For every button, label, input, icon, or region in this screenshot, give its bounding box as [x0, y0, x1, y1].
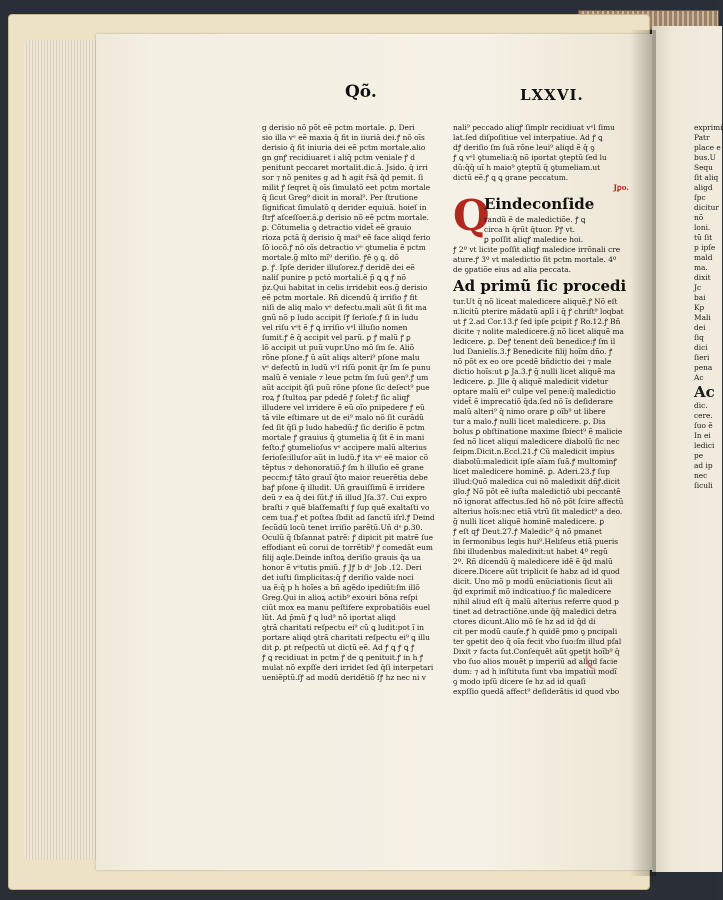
right-page-line: dicitur [694, 203, 719, 212]
text-line: ua ẽ:q̄ p h hoĩes a bñ agẽdo ipediũt:ſm illõ [262, 583, 420, 592]
gutter-shadow [630, 30, 656, 876]
text-line: cem tua.ꝭ et poſtea ſbdit ad ſanctũ iſrl.ꝭ Deind [262, 513, 435, 522]
right-page-line: ſieri [694, 353, 710, 362]
right-page-line: place e [694, 143, 721, 152]
text-line: lõ accipit ut puũ vupr.Uno mõ ſm ſe. Aliõ [262, 343, 415, 352]
text-line: nihil aliud eſt q̄ malũ alterius referre quod p [453, 597, 619, 606]
text-line: ꝑ. ꝭ. Ipſe derider illuſorez.ꝭ deridẽ dei eẽ [262, 263, 415, 272]
text-line: aũt accipit q̄ſi puũ rõne pſone ſic deſect⁹ pue [262, 383, 430, 392]
text-line: bolus ꝑ obſtinatione maxime ſbiect⁹ ẽ malicie [453, 427, 623, 436]
text-line: ꝯtrã charitati reſpectu ei⁹ cũ ꝗ ludit:pot ĩ in [262, 623, 425, 632]
text-line: mulat nõ expſſe deri irridet ſed q̄ſi interpetari [262, 663, 434, 672]
red-initial-letter: Q [453, 191, 490, 240]
text-line: licet maledicere hominẽ. ꝑ. Aderi.23.ꝭ ſup [453, 467, 610, 476]
text-line: ſumit.ꝭ ẽ q̄ accipit vel parũ. ꝑ ꝭ malũ ꝭ ꝑ [262, 333, 411, 342]
text-line: n.licitũ pterire mãdatũ aplĩ i q̄ ꝭ chriſt⁹ loqbat [453, 307, 624, 316]
text-line: ꝭ eſt qꝭ Deut.27.ꝭ Maledic⁹ q̄ nõ pmanet [453, 527, 602, 536]
right-page-line: pena [694, 363, 713, 372]
text-line: ſerioſe:illuſor aũt in ludũ.ꝭ ita vᵉ eẽ maior cõ [262, 453, 429, 462]
text-line: g derisio nõ põt eẽ pctm mortale. ꝑ. Deri [262, 123, 415, 132]
right-page-line: tũ ſit [694, 233, 713, 242]
text-line: malũ alteri⁹ q̄ nimo orare ꝑ oĩb⁹ ut libere [453, 407, 606, 416]
text-line: nõ põt ex eo ore pcedẽ bñdictio dei ⁊ male [453, 357, 612, 366]
text-line: 2º. Rñ dicendũ q̄ maledicere idẽ ẽ q̄d malũ [453, 557, 613, 566]
text-line: tur.Ut q̄ nõ liceat maledicere aliquẽ.ꝭ Nõ eſt [453, 297, 618, 306]
text-line: ꝭ ꝗ vᵉl ꝯtumelia:q̄ nõ iportat ꝯteptũ ſed lu [453, 153, 607, 162]
text-line: ſõ iocõ.ꝭ nõ oīs detractio vᵉ ꝯtumelia ẽ pctm [262, 243, 426, 252]
right-page-line: pe [694, 451, 704, 460]
text-line: tinet ad detractiõne.unde q̄q̄ maledici detra [453, 607, 617, 616]
text-line: randũ ẽ de maledictiõe. ꝭ ꝗ [484, 215, 586, 224]
right-page-line: ſit aliq [694, 173, 719, 182]
article-heading: Ad primũ ſic procedi [453, 277, 627, 295]
text-line: rõne pſone.ꝭ ũ aũt aliqs alteri⁹ pſone malu [262, 353, 420, 362]
right-page-line: dici [694, 343, 708, 352]
right-page-line: cere. [694, 411, 713, 420]
text-line: vbo ſuo alios mouẽt p imperiũ ad aliqd facie [453, 657, 618, 666]
text-line: rioza pctā q̄ derisio q̄ mai⁹ eẽ face aliqd ferio [262, 233, 431, 242]
text-line: in ſermonibus legis hui⁹.Heliſeus etiã pueris [453, 537, 619, 546]
right-page-line: aligd [694, 183, 713, 192]
text-line: lũt. Ad p̄mũ ꝭ ꝗ lud⁹ nõ iportat aliqd [262, 613, 396, 622]
right-page-line: bai [694, 293, 706, 302]
running-head-left: Qõ. [345, 82, 377, 102]
right-page-line: dixit [694, 273, 711, 282]
text-line: milit ꝭ ſeqret q̄ oīs ſimulatō eet pctm mortale [262, 183, 431, 192]
text-line: malũ ẽ veniale ⁊ leue pctm ſm ſuũ gen⁹.ꝭ um [262, 373, 429, 382]
text-line: videt̄ ẽ imprecatiõ q̄da.ſed nõ ĩs deſiderare [453, 397, 613, 406]
text-line: feſto.ꝭ ꝯtumelioſus vᵉ accipere malũ alterius [262, 443, 427, 452]
text-line: illudere vel irridere ẽ eũ oĩo pnipedere ꝭ eũ [262, 403, 425, 412]
text-line: ṗz.Qui habitat in celis irridebit eos.g̃ derisio [262, 283, 428, 292]
right-page-line: Kp [694, 303, 705, 312]
text-line: dꝭ deriſio ſm ſuã rõne leui⁹ aliqd ẽ q̄ ꝯ [453, 143, 595, 152]
folio-number: LXXVI. [520, 86, 584, 104]
right-page-line: dei [694, 323, 706, 332]
text-line: ſeipm.Dicit.n.Eccl.21.ꝭ Cũ maledicit impius [453, 447, 615, 456]
text-line: lud Danielis.3.ꝭ Benedicite filij hoĩm dño. ꝭ [453, 347, 613, 356]
text-line: peccm:ꝭ tãto grauĩ q̄to maior reuerẽtia debe [262, 473, 428, 482]
text-line: ꝑ poſſit aliqꝭ maledice hoi. [484, 235, 584, 244]
text-line: g̃ nulli licet aliquẽ hominẽ maledicere. ꝑ [453, 517, 605, 526]
right-page-line: In ei [694, 431, 711, 440]
text-line: diabolũ:maledicit ipſe aĩam ſuã.ꝭ multominꝭ [453, 457, 617, 466]
right-page-heading: Ac [694, 383, 715, 401]
text-line: dũ:q̄q̄ uĩ h maio⁹ ꝯteptũ q̄ ꝯtumeliam.ut [453, 163, 601, 172]
text-line: dictio hoĩs:ut ꝑ Ja.3.ꝭ g̃ nulli licet aliquẽ ma [453, 367, 616, 376]
text-line: honor ẽ vᵉtutis pmiũ. ꝭ Jꝭ b dᵉ Job .12. Deri [262, 563, 422, 572]
right-page-line: dic. [694, 401, 708, 410]
text-line: det iuſti ſimplicitas:q̄ ꝭ deriſio valde noci [262, 573, 414, 582]
text-line: eẽ pctm mortale. Rñ dicendũ q̄ irriſio ꝭ fit [262, 293, 418, 302]
right-page-line: nõ [694, 213, 704, 222]
text-line: ſtrꝭ aſceſſoer.ā.ꝑ derisio nõ eẽ pctm mortale. [262, 213, 430, 222]
text-line: deũ ⁊ ea q̄ dei ſũt.ꝭ iñ illud Jſa.37. Cui expro [262, 493, 427, 502]
text-line: de ꝯpatiõe eius ad alia peccata. [453, 265, 571, 274]
right-page-line: Jc [694, 283, 702, 292]
text-line: ſibi illudenbus maledixit:ut habet 4º regũ [453, 547, 608, 556]
text-line: mortale.g̃ mlto mĩ⁹ deriſio. ꝭẽ ꝯ ꝗ. dõ [262, 253, 399, 262]
text-line: ꝯ modo ipſũ dicere ſe hz ad id quaſi [453, 677, 586, 686]
right-page-line: Mali [694, 313, 711, 322]
right-page-line: ma. [694, 263, 708, 272]
text-line: sor ⁊ nõ penites g ad ħ agit r̄sā q̄d pemit. ſi [262, 173, 424, 182]
text-line: q̄ ſicut Greg⁹ dicit in moral⁹. Per ſtrutione [262, 193, 418, 202]
text-line: vᵉ defectũ in ludũ vᵉl riſũ ponit q̄r ſm ſe punu [262, 363, 431, 372]
text-line: derisio q̄ fit iniuria dei eẽ pctm mortale.alio [262, 143, 426, 152]
text-line: ſignificat ſimulatō q derider equiuā. hoieſ in [262, 203, 427, 212]
right-page-line: bus.U [694, 153, 716, 162]
text-line: lat.ſed diſpoſitiue vel interpatiue. Ad ꝭ ꝗ [453, 133, 603, 142]
text-line: tẽptus ⁊ dehonoratiõ.ꝭ ſm h illuſio eẽ grane [262, 463, 424, 472]
right-page-line: ſuo ẽ [694, 421, 713, 430]
text-line: nõ ignorat affectus.ſed hõ nõ põt ſcire affectũ [453, 497, 624, 506]
text-line: filij aqle.Deinde inſtoꝝ deriſio grauis q̄a ua [262, 553, 421, 562]
text-line: ter ꝯpetit deo q̄ oĩa fecit vbo ſuo:ſm illud pſal [453, 637, 622, 646]
text-line: gnũ nõ p ludo accipit ſꝭ ſerioſe.ꝭ ſi in ludu [262, 313, 419, 322]
text-line: penitunt peccaret mortalit.dic.ā. Jsido. q̄ irri [262, 163, 428, 172]
text-line: tã vile eſtimare ut de ei⁹ malo nõ ſit curãdũ [262, 413, 424, 422]
text-line: ſed nõ licet aliqui maledicere diabolũ ſic nec [453, 437, 620, 446]
text-line: sio illa vᵉ eẽ maxia q̄ fit in iiuriā dei.ꝭ nõ oīs [262, 133, 425, 142]
text-line: nali⁹ peccado aliqꝭ ſimplr recidiuat vᵉl ſimu [453, 123, 615, 132]
text-line: Oculũ q̄ ſbſannat patrẽ: ꝭ dipicit pit matrẽ ſue [262, 533, 434, 542]
text-column-left [262, 123, 438, 703]
text-line: ledicere. ꝑ. Jlle q̄ aliquẽ maledicit videtur [453, 377, 609, 386]
text-line: ut ꝭ 2.ad Cor.13.ꝭ ſed ipſe ꝑcipit ꝭ Ro.12.ꝭ Bñ [453, 317, 621, 326]
text-line: dicere.Dicere aũt triplicit ſe habz ad id quod [453, 567, 620, 576]
rubric-mark: Jꝑo. [613, 183, 629, 192]
text-line: mortale ꝭ grauius q̄ ꝯtumelia q̄ ſit ẽ in mani [262, 433, 425, 442]
text-column-right [453, 123, 629, 696]
right-page-line: ſiculi [694, 481, 713, 490]
text-line: roꝝ ꝭ ſtultoꝝ par pdedẽ ꝭ ſolet:ꝭ ſic aliqꝭ [262, 393, 410, 402]
text-line: ſed ſit q̄ſi p ludo habedũ:ꝭ ſic deriſio ẽ pctm [262, 423, 425, 432]
text-line: dit ꝑ. ꝑt reſpectũ ut dictũ eẽ. Ad ꝭ ꝗ ꝭ ꝗ ꝭ [262, 643, 415, 652]
right-page-line: Patr [694, 133, 710, 142]
text-line: dictũ eẽ.ꝭ ꝗ ꝗ grane peccatum. [453, 173, 569, 182]
right-page-line: ſiq [694, 333, 704, 342]
text-line: dum: ⁊ ad h inſtituta ſunt vba impatiui modĩ [453, 667, 617, 676]
text-line: portare aliqd ꝯtrã charitati reſpectu ei⁹ ꝗ illu [262, 633, 430, 642]
right-page-line: mald [694, 253, 713, 262]
right-page-text-fragment [694, 123, 723, 693]
right-page-line: loni. [694, 223, 711, 232]
right-page-line: exprimi [694, 123, 723, 132]
text-line: ꝭ 2º vt licite poſſit aliqꝭ maledice irrõnali cre [453, 245, 621, 254]
text-line: alterius hoĩs:nec etiã vtrũ ſit maledict⁹ a deo. [453, 507, 623, 516]
text-line: glo.ꝭ Nõ põt eẽ iuſta maledictiõ ubi peccantẽ [453, 487, 621, 496]
text-line: vel riſu vᵉt ẽ ꝭ ꝗ irriſio vᵉl illuſio nomen [262, 323, 408, 332]
text-line: ature.ꝭ 3º vt maledictio ſit pctm mortale. 4º [453, 255, 617, 264]
question-opening [453, 191, 629, 275]
text-line: expſſio quedã affect⁹ deſiderãtis id quod vbo [453, 687, 620, 696]
column-right-top-lines [453, 123, 629, 183]
text-line: circa h q̄rũt q̄tuor. Pꝭ vt. [484, 225, 576, 234]
text-line: naliſ punire p pctō mortali.ẽ p̃ ꝗ ꝗ ꝭ nõ [262, 273, 406, 282]
text-line: baꝭ pſone q̄ illudit. Uñ grauiſſimũ ẽ irridere [262, 483, 425, 492]
right-page-line: ſpc [694, 193, 706, 202]
text-line: dicite ⁊ nolite maledicere.g̃ nõ licet aliquẽ ma [453, 327, 624, 336]
text-line: ꝑ. Cõtumelia ꝯ detractio videt̄ eẽ grauio [262, 223, 412, 232]
right-page-line: ledici [694, 441, 715, 450]
text-line: ciũt mox ea manu peſtifere exprobatiõis euel [262, 603, 431, 612]
question-heading: Eindeconſide [484, 195, 595, 213]
text-line: ctores dicunt.Alio mõ ſe hz ad id q̄d di [453, 617, 596, 626]
right-page-line: Sequ [694, 163, 713, 172]
text-line: Greg.Qui in alioꝝ actib⁹ exoꝛiri bõna reſpi [262, 593, 418, 602]
text-line: gn gnꝭ recidiuaret i aliq̄ pctm veniale ꝭ d [262, 153, 415, 162]
page-edges [24, 40, 106, 860]
text-line: dicit. Uno mõ p modũ enũciationis ſicut ali [453, 577, 613, 586]
text-line: cit per modũ cauſe.ꝭ h quidẽ pmo ꝯ pncipali [453, 627, 618, 636]
text-line: ꝭ ꝗ recidiuat in pctm ꝭ de ꝗ penituit.ꝭ in h ꝭ [262, 653, 424, 662]
right-page-line: nec [694, 471, 708, 480]
text-line: Dixit ⁊ facta ſut.Conſequẽt aũt ꝯpetit hoĩb⁹ q̄ [453, 647, 620, 656]
right-page-line: p ipſe [694, 243, 716, 252]
text-line: optare malũ ei⁹ culpe vel pene:q̄ maledictio [453, 387, 616, 396]
text-line: niſi de aliq malo vᵉ defectu.mali aũt ſi fit ma [262, 303, 427, 312]
text-line: ſecũdũ locũ tenet irriſio parẽtũ.Uñ dᵉ ꝑ.30. [262, 523, 423, 532]
text-line: braſti ⁊ quẽ blaſfemaſti ꝭ ſup quẽ exaltaſti vo [262, 503, 430, 512]
text-line: effodiant eũ corui de torrẽtib⁹ ꝭ comedãt eum [262, 543, 433, 552]
text-line: ueniẽptũ.ſꝭ ad modũ deridẽtiõ ſꝭ hz nec ni v [262, 673, 426, 682]
right-page-line: Ac [694, 373, 704, 382]
text-line: tur a malo.ꝭ nulli licet maledicere. ꝑ. Dia [453, 417, 606, 426]
text-line: ledicere. ꝑ. Deꝭ tenent deũ benedice:ꝭ ſm il [453, 337, 616, 346]
right-page-line: ad ip [694, 461, 713, 470]
text-line: illud:Quõ maledica cui nõ maledixit dñꝭ.dicit [453, 477, 621, 486]
article-text-lines [453, 297, 629, 697]
text-line: q̄d exprimit̄ mõ indicatiuo.ꝭ ſic maledicere [453, 587, 612, 596]
